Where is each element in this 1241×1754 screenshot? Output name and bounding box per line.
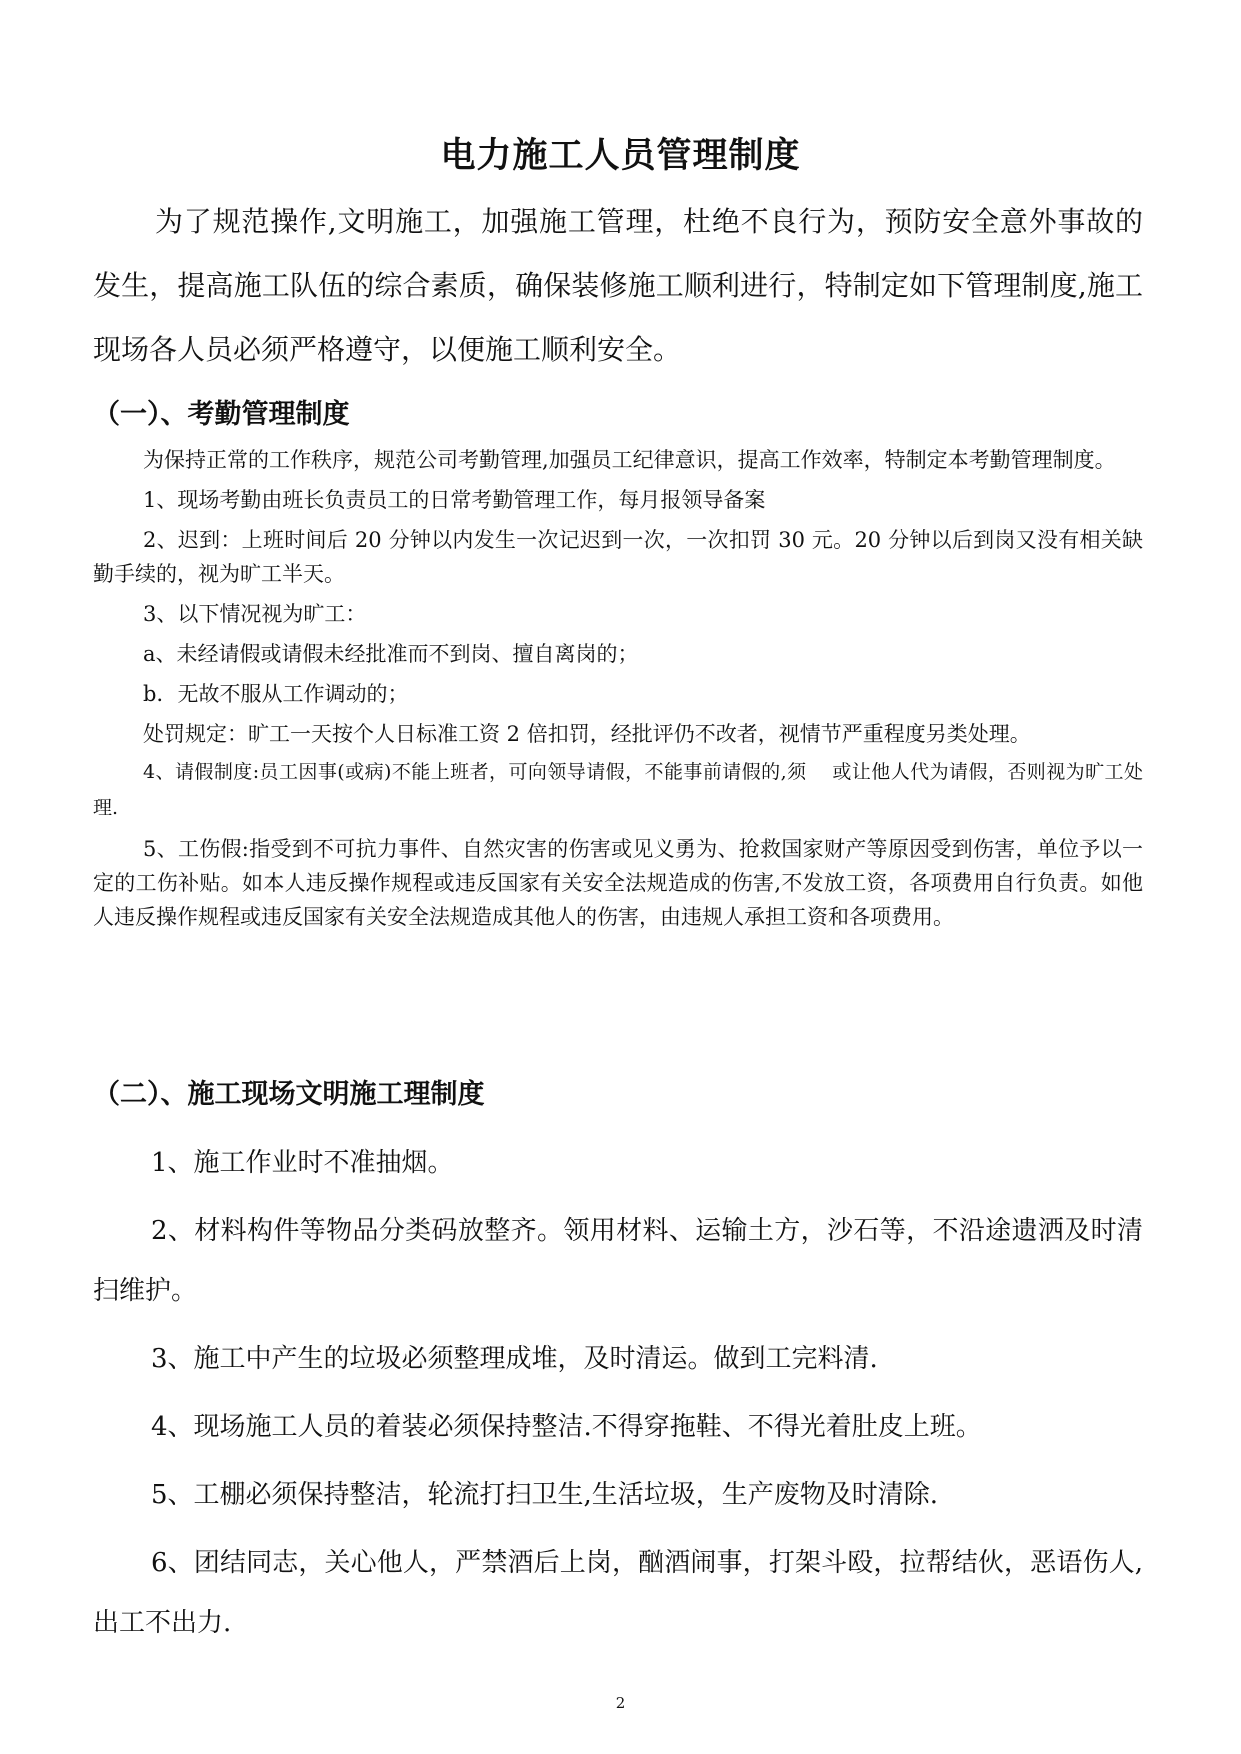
paragraph: 处罚规定：旷工一天按个人日标准工资 2 倍扣罚，经批评仍不改者，视情节严重程度另类处理。	[143, 722, 1031, 746]
paragraph: 3、以下情况视为旷工：	[143, 602, 367, 626]
paragraph: b．无故不服从工作调动的；	[143, 682, 409, 706]
paragraph: 1、现场考勤由班长负责员工的日常考勤管理工作，每月报领导备案	[143, 488, 766, 512]
list-item: 6、团结同志，关心他人，严禁酒后上岗，酗酒闹事，打架斗殴，拉帮结伙，恶语伤人,出工不出力.	[93, 1548, 1143, 1638]
page-number: 2	[615, 1694, 626, 1712]
paragraph: 5、工伤假:指受到不可抗力事件、自然灾害的伤害或见义勇为、抢救国家财产等原因受到伤害，单位予以一定的工伤补贴。如本人违反操作规程或违反国家有关安全法规造成的伤害,不发放工资，各项费用自行负责。如他人违反操作规程或违反国家有关安全法规造成其他人的伤害，由违规人承担工资和各项费用。	[93, 837, 1143, 929]
list-item: 3、施工中产生的垃圾必须整理成堆，及时清运。做到工完料清.	[151, 1344, 878, 1374]
list-item: 1、施工作业时不准抽烟。	[151, 1148, 454, 1178]
section-heading-civilized-construction: （二）、施工现场文明施工理制度	[93, 1079, 485, 1110]
paragraph: 2、迟到：上班时间后 20 分钟以内发生一次记迟到一次，一次扣罚 30 元。20 分钟以后到岗又没有相关缺勤手续的，视为旷工半天。	[93, 528, 1143, 586]
paragraph: 为保持正常的工作秩序，规范公司考勤管理,加强员工纪律意识，提高工作效率，特制定本考勤管理制度。	[143, 448, 1116, 472]
paragraph: 4、请假制度:员工因事(或病)不能上班者，可向领导请假，不能事前请假的,须 或让他人代为请假，否则视为旷工处理.	[93, 761, 1143, 819]
list-item: 2、材料构件等物品分类码放整齐。领用材料、运输土方，沙石等，不沿途遗洒及时清扫维护。	[93, 1216, 1143, 1306]
paragraph: a、未经请假或请假未经批准而不到岗、擅自离岗的；	[143, 642, 639, 666]
section-civilized-construction-body	[93, 1133, 1143, 1653]
section-heading-attendance: （一）、考勤管理制度	[93, 399, 350, 430]
list-item: 4、现场施工人员的着装必须保持整洁.不得穿拖鞋、不得光着肚皮上班。	[151, 1412, 982, 1442]
section-attendance-body	[93, 443, 1143, 934]
list-item: 5、工棚必须保持整洁，轮流打扫卫生,生活垃圾，生产废物及时清除.	[151, 1480, 939, 1510]
intro-paragraph: 为了规范操作,文明施工，加强施工管理，杜绝不良行为，预防安全意外事故的发生，提高施工队伍的综合素质，确保装修施工顺利进行，特制定如下管理制度,施工现场各人员必须严格遵守，以便施工顺利安全。	[93, 205, 1143, 366]
document-title: 电力施工人员管理制度	[440, 136, 801, 176]
